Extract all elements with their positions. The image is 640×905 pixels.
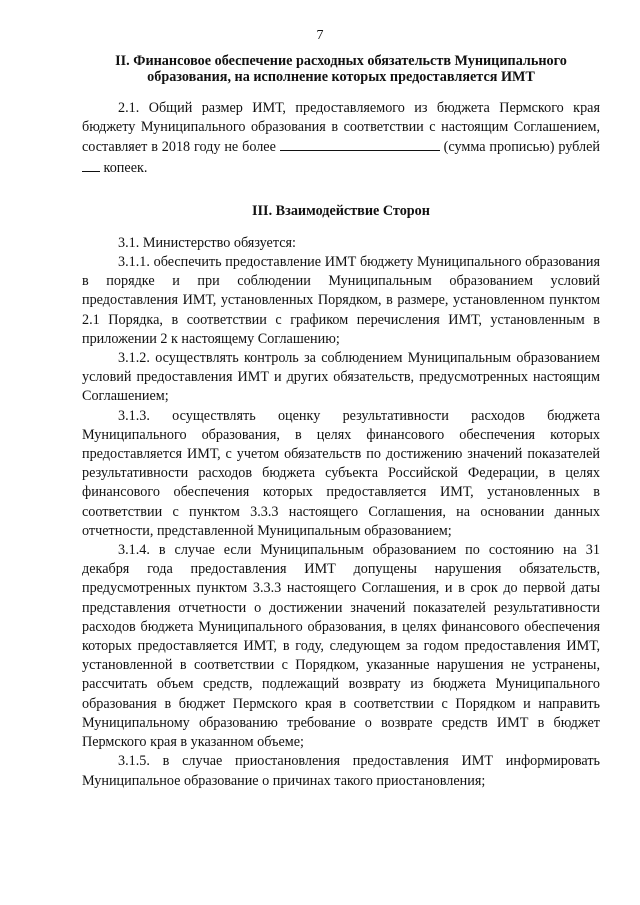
paragraph-2-1-kopeks: копеек. — [103, 159, 148, 176]
section-2-title: II. Финансовое обеспечение расходных обязательств Муниципального образования, на исполнение которых предоставляется ИМТ — [115, 53, 567, 85]
paragraph-3-1-2: 3.1.2. осуществлять контроль за соблюдением Муниципальным образованием условий предоставления ИМТ и других обязательств, предусмотренных настоящим Соглашением; — [82, 350, 600, 405]
paragraph-3-1-5: 3.1.5. в случае приостановления предоставления ИМТ информировать Муниципальное образование о причинах такого приостановления; — [82, 753, 600, 789]
document-body — [82, 53, 600, 791]
paragraph-2-1-text: 2.1. Общий размер ИМТ, предоставляемого из бюджета Пермского края бюджету Муниципального образования в соответствии с настоящим Соглашением, составляет в 2018 году не более — [82, 100, 600, 156]
paragraph-2-1 — [82, 99, 600, 178]
page-number: 7 — [316, 28, 324, 43]
section-3-title: III. Взаимодействие Сторон — [252, 202, 430, 219]
paragraph-3-1: 3.1. Министерство обязуется: — [118, 234, 296, 251]
paragraph-3-1-1: 3.1.1. обеспечить предоставление ИМТ бюджету Муниципального образования в порядке и при соблюдении Муниципальным образованием условий предоставления ИМТ, установленных Порядком, в размере, установленном пунктом 2.1 Порядка, в соответствии с графиком перечисления ИМТ, установленным в приложении 2 к настоящему Соглашению; — [82, 254, 600, 347]
paragraph-3-1-4: 3.1.4. в случае если Муниципальным образованием по состоянию на 31 декабря года предоставления ИМТ допущены нарушения обязательств, предусмотренных пунктом 3.3.3 настоящего Соглашения, и в срок до первой даты представления отчетности о достижении значений показателей результативности расходов бюджета Муниципального образования, в целях финансового обеспечения которых предоставляется ИМТ, в году, следующем за годом предоставления ИМТ, установленной в соответствии с Порядком, указанные нарушения не устранены, рассчитать объем средств, подлежащий возврату из бюджета Муниципального образования в бюджет Пермского края в соответствии с Порядком и направить Муниципальному образованию требование о возврате средств ИМТ в бюджет Пермского края в указанном объеме; — [82, 542, 600, 751]
paragraph-2-1-amount-words: (сумма прописью) рублей — [443, 139, 600, 156]
paragraph-3-1-3: 3.1.3. осуществлять оценку результативности расходов бюджета Муниципального образования, в целях финансового обеспечения которых предоставляется ИМТ, с учетом обязательств по достижению значений показателей результативности расходов бюджета субъекта Российской Федерации, в целях финансового обеспечения которых предоставляется ИМТ, установленных в соответствии с пунктом 3.3.3 настоящего Соглашения, на основании данных отчетности, представленной Муниципальным образованием; — [82, 407, 600, 539]
kopeks-blank — [82, 158, 100, 172]
amount-blank — [280, 137, 440, 151]
